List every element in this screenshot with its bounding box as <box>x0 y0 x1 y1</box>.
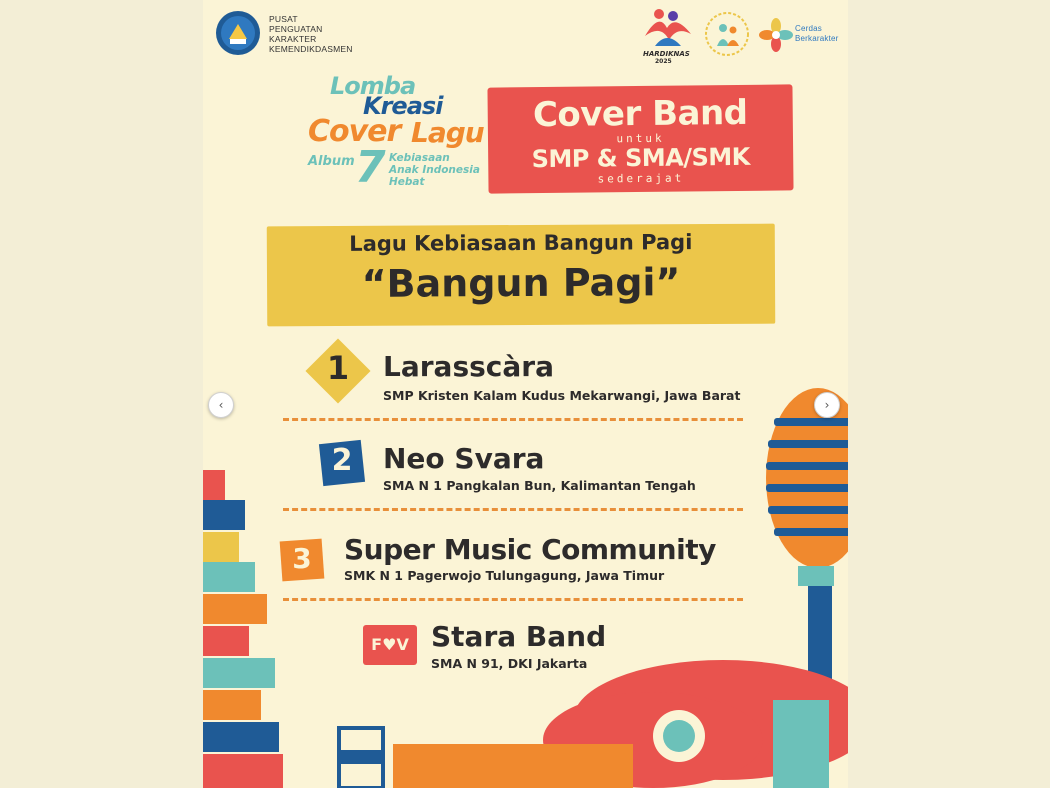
album-number: 7 <box>355 142 386 193</box>
category-sederajat: sederajat <box>597 171 685 186</box>
lagu-word: Lagu <box>411 116 484 149</box>
org-line: KARAKTER <box>269 34 317 44</box>
gerakan-tujuh-kebiasaan-logo <box>703 10 751 58</box>
kemendikdasmen-logo <box>215 10 261 56</box>
org-name <box>269 14 379 54</box>
chevron-right-icon: › <box>824 398 830 412</box>
winner-3-name: Super Music Community <box>344 533 716 566</box>
chevron-left-icon: ‹ <box>218 398 224 412</box>
divider <box>283 598 743 601</box>
tut-wuri-emblem-icon <box>215 10 261 56</box>
org-line: PUSAT <box>269 14 298 24</box>
gerakan-circle-icon <box>703 10 751 58</box>
guitar-icon <box>393 640 848 788</box>
hardiknas-logo <box>637 6 697 64</box>
decorative-bars <box>203 470 283 788</box>
guitar-illustration <box>393 640 848 788</box>
carousel-prev-button[interactable] <box>208 392 234 418</box>
lomba-word: Lomba <box>330 72 416 100</box>
cerdas-label <box>795 24 839 44</box>
category-level: SMP & SMA/SMK <box>531 142 750 174</box>
tagline-line: Anak Indonesia <box>389 164 480 176</box>
song-title: “Bangun Pagi” <box>361 260 681 306</box>
category-banner <box>487 84 793 193</box>
tagline-line: Hebat <box>389 176 425 188</box>
album-word: Album <box>308 154 355 169</box>
winner-1-name: Larasscàra <box>383 350 554 383</box>
cerdas-berkarakter-logo <box>759 18 848 58</box>
winner-3-school: SMK N 1 Pagerwojo Tulungagung, Jawa Timur <box>344 568 665 583</box>
berkarakter-line: Berkarakter <box>795 34 839 43</box>
divider <box>283 508 743 511</box>
song-subtitle: Lagu Kebiasaan Bangun Pagi <box>349 230 693 256</box>
favorite-badge: F♥V <box>363 625 417 665</box>
category-title: Cover Band <box>532 92 748 136</box>
tagline-line: Kebiasaan <box>389 152 450 164</box>
drum-illustration <box>335 720 387 788</box>
cerdas-line: Cerdas <box>795 24 822 33</box>
favorite-school: SMA N 91, DKI Jakarta <box>431 656 588 671</box>
org-line: PENGUATAN <box>269 24 323 34</box>
hardiknas-year: 2025 <box>655 58 672 65</box>
flower-icon <box>759 18 793 52</box>
rank-3-number: 3 <box>292 542 312 575</box>
hardiknas-figures-icon <box>637 6 697 50</box>
cover-word: Cover <box>308 114 401 149</box>
favorite-name: Stara Band <box>431 620 607 653</box>
winner-2-school: SMA N 1 Pangkalan Bun, Kalimantan Tengah <box>383 478 696 493</box>
winner-2-name: Neo Svara <box>383 442 545 475</box>
winner-1-school: SMP Kristen Kalam Kudus Mekarwangi, Jawa Barat <box>383 388 741 403</box>
hardiknas-label: HARDIKNAS <box>643 50 690 58</box>
kebiasaan-tagline <box>389 152 480 188</box>
poster-image <box>203 0 848 788</box>
carousel-next-button[interactable] <box>814 392 840 418</box>
kreasi-word: Kreasi <box>363 92 443 120</box>
divider <box>283 418 743 421</box>
category-untuk: untuk <box>616 131 665 146</box>
rank-2-number: 2 <box>331 443 353 478</box>
org-line: KEMENDIKDASMEN <box>269 44 353 54</box>
rank-1-number: 1 <box>326 349 350 387</box>
song-banner <box>267 224 776 327</box>
drum-icon <box>335 720 387 788</box>
